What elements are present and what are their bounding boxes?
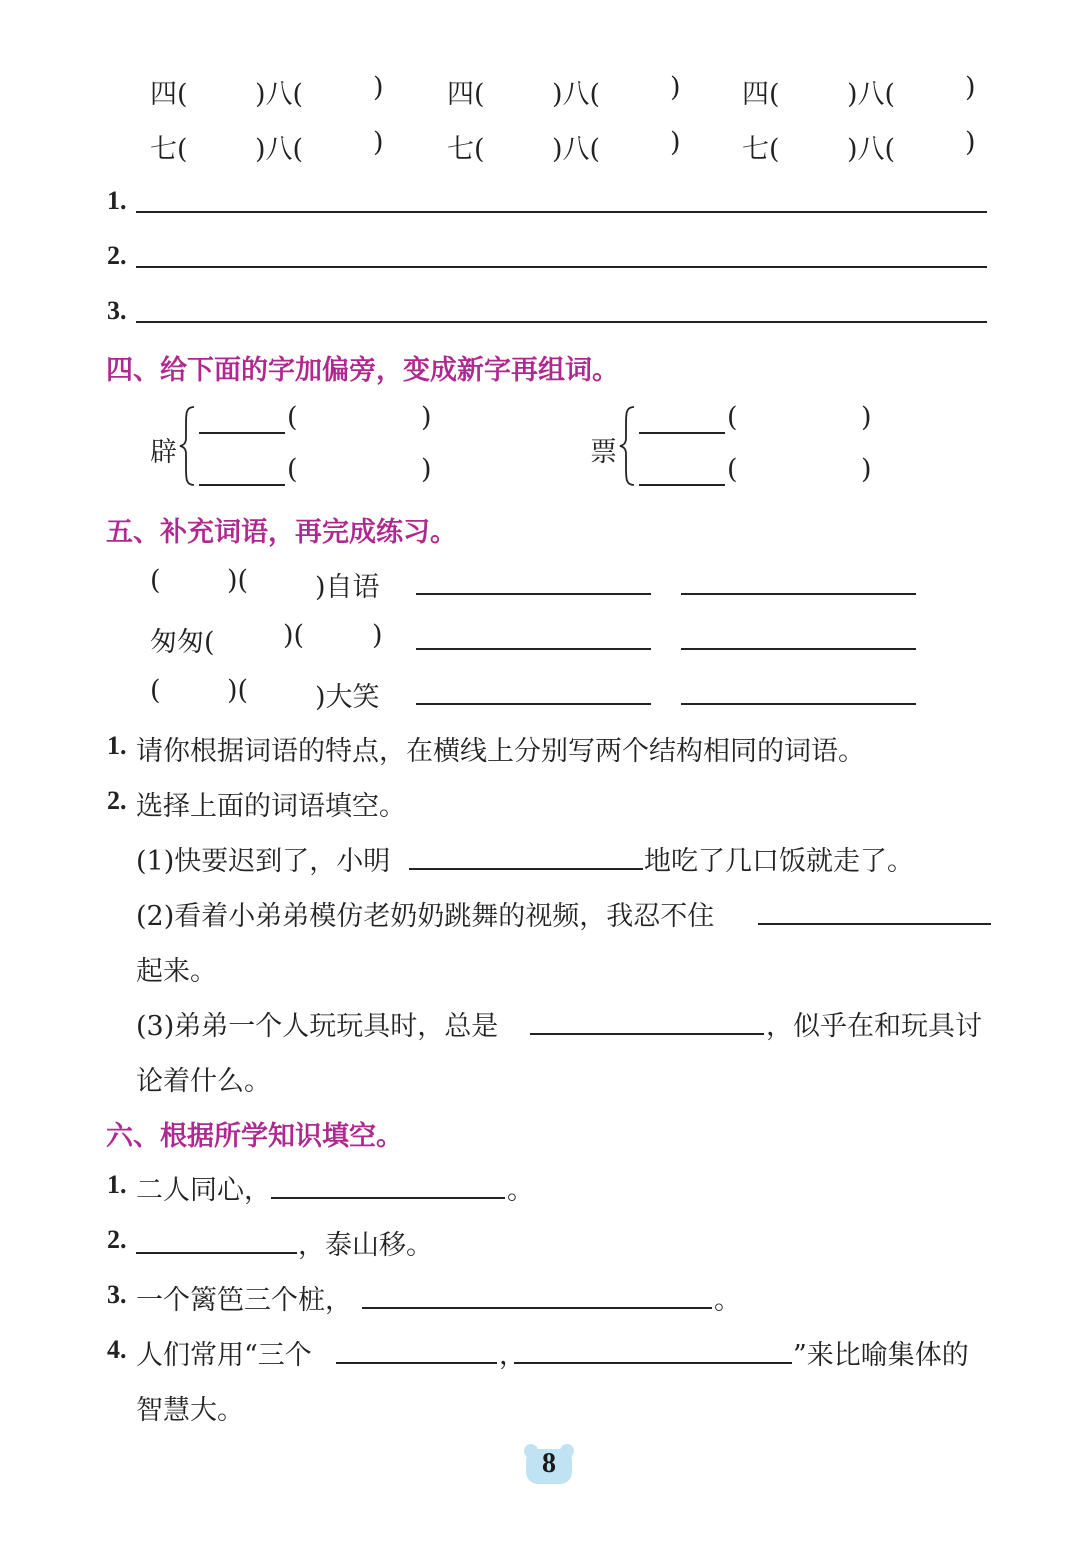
answer-line[interactable] [416, 703, 651, 705]
grid-cell: )八( [552, 79, 601, 110]
answer-line[interactable] [136, 266, 987, 268]
answer-line[interactable] [336, 1362, 497, 1364]
word-part: )( [227, 565, 249, 596]
answer-line[interactable] [416, 648, 651, 650]
grid-cell: 七( [150, 134, 188, 165]
question-text: 智慧大。 [136, 1395, 244, 1426]
word-part: 匆匆( [150, 627, 215, 658]
question-text: 一个篱笆三个桩， [136, 1285, 352, 1316]
answer-line[interactable] [409, 868, 643, 870]
answer-line[interactable] [136, 211, 987, 213]
grid-cell: )八( [847, 134, 896, 165]
grid-cell: 四( [447, 79, 485, 110]
section-heading-4: 四、给下面的字加偏旁，变成新字再组词。 [106, 355, 619, 386]
grid-cell: 七( [742, 134, 780, 165]
paren-close: ) [861, 454, 872, 485]
word-part: ) [372, 620, 383, 651]
grid-cell: ) [373, 127, 384, 158]
grid-cell: ) [965, 127, 976, 158]
paren-open: ( [287, 454, 298, 485]
paren-close: ) [421, 454, 432, 485]
question-text: 二人同心， [136, 1175, 271, 1206]
question-text: 。 [507, 1175, 534, 1206]
word-part: )自语 [315, 572, 380, 603]
grid-cell: ) [670, 72, 681, 103]
grid-cell: )八( [552, 134, 601, 165]
radical-blank[interactable] [199, 432, 285, 434]
line-number: 3. [107, 296, 127, 325]
grid-cell: )八( [255, 134, 304, 165]
answer-line[interactable] [271, 1197, 505, 1199]
radical-blank[interactable] [639, 484, 725, 486]
page-number-badge [524, 1444, 574, 1484]
paren-open: ( [727, 402, 738, 433]
question-text: ， [499, 1340, 526, 1371]
answer-line[interactable] [514, 1362, 792, 1364]
answer-line[interactable] [681, 648, 916, 650]
grid-cell: 四( [742, 79, 780, 110]
sub-question-text: ，似乎在和玩具讨 [766, 1011, 982, 1042]
paren-open: ( [727, 454, 738, 485]
sub-question-text: 起来。 [136, 956, 217, 987]
sub-question-text: 地吃了几口饭就走了。 [644, 846, 914, 877]
answer-line[interactable] [136, 1252, 297, 1254]
answer-line[interactable] [530, 1033, 764, 1035]
page-number: 8 [542, 1448, 556, 1479]
question-text: 选择上面的词语填空。 [136, 791, 406, 822]
answer-line[interactable] [681, 703, 916, 705]
paren-close: ) [861, 402, 872, 433]
sub-question-text: (1)快要迟到了，小明 [136, 846, 391, 877]
brace-icon [177, 405, 197, 487]
question-text: ，泰山移。 [298, 1230, 433, 1261]
sub-question-text: (3)弟弟一个人玩玩具时，总是 [136, 1011, 499, 1042]
line-number: 1. [107, 186, 127, 215]
question-number: 1. [107, 731, 127, 760]
question-text: 。 [714, 1285, 741, 1316]
grid-cell: )八( [255, 79, 304, 110]
grid-cell: ) [373, 72, 384, 103]
base-char: 辟 [150, 437, 177, 468]
base-char: 票 [590, 437, 617, 468]
answer-line[interactable] [136, 321, 987, 323]
grid-cell: )八( [847, 79, 896, 110]
grid-cell: 七( [447, 134, 485, 165]
question-text: 人们常用“三个 [136, 1340, 312, 1371]
answer-line[interactable] [758, 923, 991, 925]
sub-question-text: (2)看着小弟弟模仿老奶奶跳舞的视频，我忍不住 [136, 901, 715, 932]
word-part: )( [283, 620, 305, 651]
question-text: ”来比喻集体的 [793, 1340, 969, 1371]
sub-question-text: 论着什么。 [136, 1066, 271, 1097]
radical-blank[interactable] [199, 484, 285, 486]
answer-line[interactable] [416, 593, 651, 595]
section-heading-6: 六、根据所学知识填空。 [106, 1121, 403, 1152]
question-number: 4. [107, 1335, 127, 1364]
grid-cell: ) [965, 72, 976, 103]
question-text: 请你根据词语的特点，在横线上分别写两个结构相同的词语。 [136, 736, 865, 767]
question-number: 1. [107, 1170, 127, 1199]
radical-blank[interactable] [639, 432, 725, 434]
brace-icon [617, 405, 637, 487]
answer-line[interactable] [681, 593, 916, 595]
section-heading-5: 五、补充词语，再完成练习。 [106, 517, 457, 548]
paren-open: ( [287, 402, 298, 433]
paren-close: ) [421, 402, 432, 433]
answer-line[interactable] [362, 1307, 712, 1309]
word-part: ( [150, 675, 161, 706]
line-number: 2. [107, 241, 127, 270]
question-number: 2. [107, 786, 127, 815]
grid-cell: 四( [150, 79, 188, 110]
grid-cell: ) [670, 127, 681, 158]
word-part: )( [227, 675, 249, 706]
question-number: 3. [107, 1280, 127, 1309]
word-part: )大笑 [315, 682, 380, 713]
question-number: 2. [107, 1225, 127, 1254]
word-part: ( [150, 565, 161, 596]
